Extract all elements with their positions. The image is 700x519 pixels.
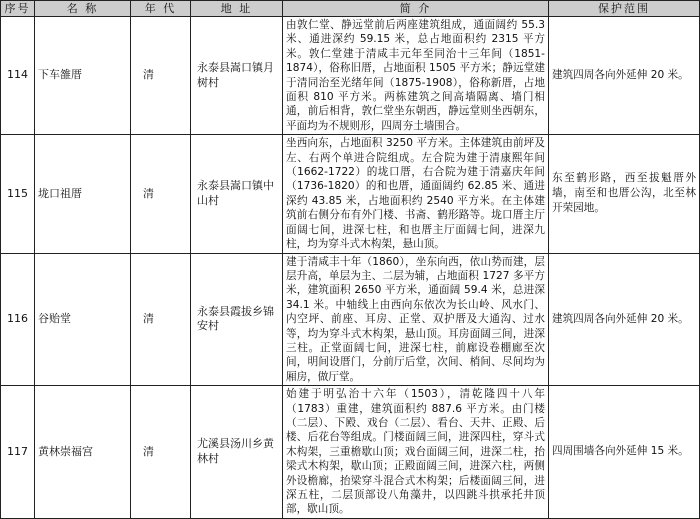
table-row [1,17,700,135]
table-row [1,135,700,253]
row-no: 114 [1,17,35,135]
row-address: 永泰县嵩口镇中山村 [191,135,283,253]
header-address: 地 址 [191,1,283,17]
row-era: 清 [131,17,191,135]
row-intro: 建于清咸丰十年（1860），坐东向西，依山势而建，层层升高，单层为主、二层为辅，占地面积 1727 多平方米，建筑面积 2650 平方米，通面阔 59.4 米，总进深 34.1 米。中轴线上由西向东依次为长山岭、风水门、内空坪、前座、耳房、正堂、双护厝及大通沟、过水等，均为穿斗式木构架，悬山顶。耳房面阔三间，进深三柱。正堂面阔七间，进深七柱，前廊设卷棚廊至次间，明间设厝门，分前厅后堂，次间、梢间、尽间均为厢房，做厅堂。 [283,253,549,386]
row-name: 黄林崇福宫 [35,386,131,519]
row-era: 清 [131,135,191,253]
row-name: 下车雒厝 [35,17,131,135]
row-intro: 坐西向东，占地面积 3250 平方米。主体建筑由前坪及左、右两个单进合院组成。左合院为建于清康熙年间（1662-1722）的垅口厝，右合院为建于清嘉庆年间（1736-1820）的和也厝，通面阔约 62.85 米、通进深约 43.85 米，占地面积约 2540 平方米。在主体建筑前右侧分布有外门楼、书斋、鹤形路等。垅口厝主厅面阔七间，进深七柱，和也厝主厅面阔七间，进深九柱，均为穿斗式木构架，悬山顶。 [283,135,549,253]
header-name: 名 称 [35,1,131,17]
row-protection: 建筑四周各向外延伸 20 米。 [549,253,700,386]
header-no: 序号 [1,1,35,17]
row-era: 清 [131,253,191,386]
row-no: 115 [1,135,35,253]
header-era: 年 代 [131,1,191,17]
table-row [1,253,700,386]
header-protection: 保护范围 [549,1,700,17]
row-intro: 始建于明弘治十六年（1503），清乾隆四十八年（1783）重建，建筑面积约 887.6 平方米。由门楼（二层）、下殿、戏台（二层）、看台、天井、正殿、后楼、后花台等组成。门楼面阔三间，进深四柱，穿斗式木构架，三重檐歇山顶；戏台面阔三间，进深二柱，抬梁式木构架，歇山顶；正殿面阔三间，进深六柱，两侧外设檐廊，抬梁穿斗混合式木构架；后楼面阔三间，进深五柱，二层顶部设八角藻井，以四跳斗拱承托井顶部，歇山顶。 [283,386,549,519]
table-header-row [1,1,700,17]
row-protection: 四周围墙各向外延伸 15 米。 [549,386,700,519]
row-no: 117 [1,386,35,519]
row-name: 垅口祖厝 [35,135,131,253]
row-protection: 建筑四周各向外延伸 20 米。 [549,17,700,135]
table-row [1,386,700,519]
row-era: 清 [131,386,191,519]
row-address: 永泰县嵩口镇月树村 [191,17,283,135]
header-intro: 简 介 [283,1,549,17]
row-protection: 东至鹤形路，西至拔魁厝外墙，南至和也厝公沟，北至林开荣园地。 [549,135,700,253]
row-intro: 由敦仁堂、静远堂前后两座建筑组成，通面阔约 55.3 米、通进深约 59.15 米，总占地面积约 2315 平方米。敦仁堂建于清咸丰元年至同治十三年间（1851-1874），俗称旧厝，占地面积 1505 平方米；静远堂建于清同治至光绪年间（1875-1908），俗称新厝，占地面积 810 平方米。两栋建筑之间高墙隔离、墙门相通，前后相背，敦仁堂坐东朝西，静远堂则坐西朝东，平面均为不规则形，四周夯土墙围合。 [283,17,549,135]
row-name: 谷贻堂 [35,253,131,386]
row-no: 116 [1,253,35,386]
row-address: 永泰县霞拔乡锦安村 [191,253,283,386]
row-address: 尤溪县汤川乡黄林村 [191,386,283,519]
